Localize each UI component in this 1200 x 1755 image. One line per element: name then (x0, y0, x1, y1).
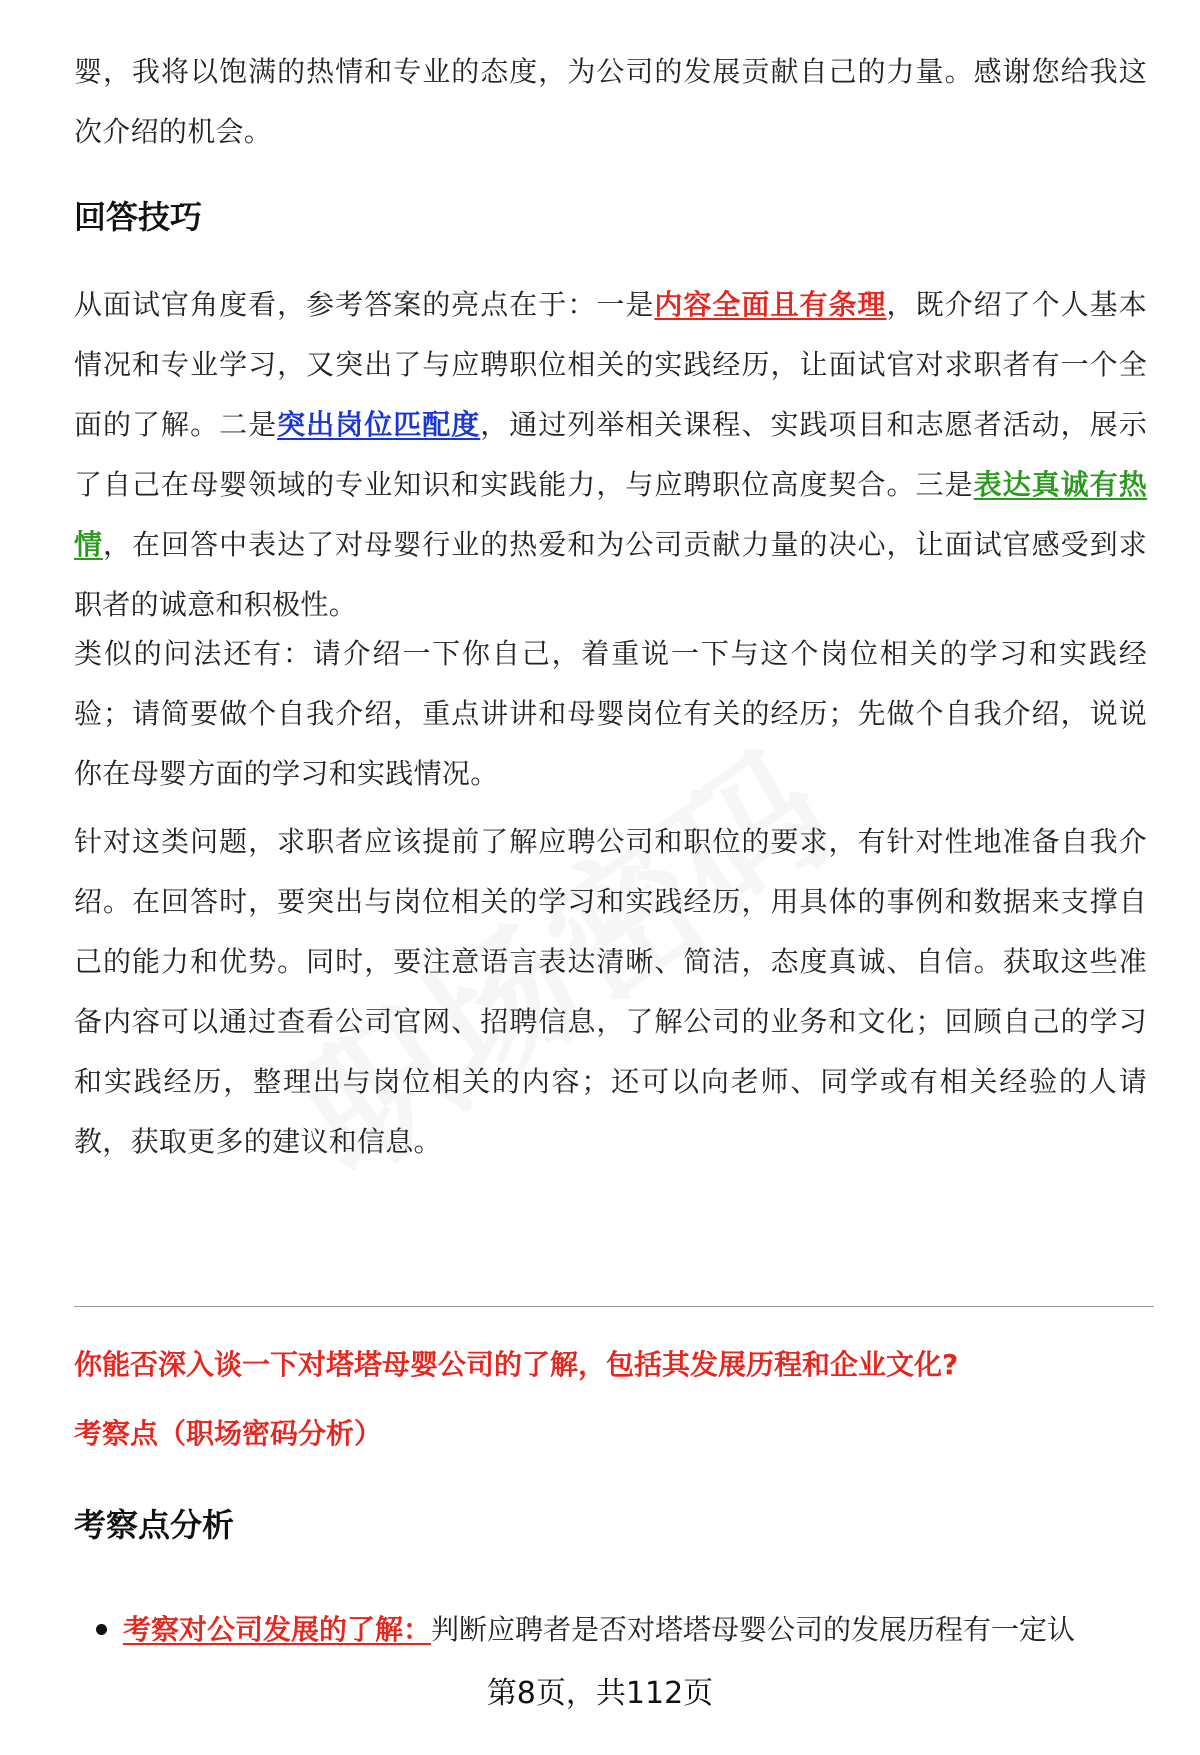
tips-paragraph-2: 类似的问法还有：请介绍一下你自己，着重说一下与这个岗位相关的学习和实践经验；请简要做个自我介绍，重点讲讲和母婴岗位有关的经历；先做个自我介绍，说说你在母婴方面的学习和实践情况。 (74, 637, 1147, 790)
answer-tips-section (74, 187, 1147, 247)
next-question-section (74, 1335, 1147, 1395)
bullet-text: 判断应聘者是否对塔塔母婴公司的发展历程有一定认 (431, 1613, 1076, 1646)
highlight-sincere: 表达真诚有热情 (74, 468, 1147, 561)
tips-p1-seg1: 从面试官角度看，参考答案的亮点在于：一是 (74, 288, 655, 321)
intro-paragraph: 婴，我将以饱满的热情和专业的态度，为公司的发展贡献自己的力量。感谢您给我这次介绍的机会。 (74, 55, 1147, 148)
next-question-subtitle-wrap (74, 1404, 1147, 1464)
preparation-section (74, 812, 1147, 1172)
page-footer: 第8页，共112页 (486, 1676, 714, 1711)
analysis-heading: 考察点分析 (74, 1506, 235, 1544)
tips-paragraph-1 (74, 275, 1147, 635)
bullet-label: 考察对公司发展的了解： (123, 1613, 432, 1646)
intro-section (74, 42, 1147, 162)
tips-paragraph-3: 针对这类问题，求职者应该提前了解应聘公司和职位的要求，有针对性地准备自我介绍。在回答时，要突出与岗位相关的学习和实践经历，用具体的事例和数据来支撑自己的能力和优势。同时，要注意语言表达清晰、简洁，态度真诚、自信。获取这些准备内容可以通过查看公司官网、招聘信息，了解公司的业务和文化；回顾自己的学习和实践经历，整理出与岗位相关的内容；还可以向老师、同学或有相关经验的人请教，获取更多的建议和信息。 (74, 825, 1147, 1158)
next-question-title: 你能否深入谈一下对塔塔母婴公司的了解，包括其发展历程和企业文化? (74, 1348, 959, 1381)
answer-tips-body (74, 275, 1147, 635)
tips-p1-seg2: ，既介绍了个人基本情况和专业学习，又突出了与应聘职位相关的实践经历，让面试官对求职者有一个全面的了解。二是 (74, 288, 1147, 441)
similar-questions-section (74, 624, 1147, 804)
analysis-heading-wrap (74, 1495, 1147, 1555)
tips-p1-seg3: ，通过列举相关课程、实践项目和志愿者活动，展示了自己在母婴领域的专业知识和实践能力，与应聘职位高度契合。三是 (74, 408, 1147, 501)
next-question-subtitle: 考察点（职场密码分析） (74, 1417, 383, 1450)
highlight-comprehensive: 内容全面且有条理 (654, 288, 887, 321)
bullet-dot-icon (96, 1624, 107, 1635)
analysis-bullet-item (96, 1600, 1156, 1660)
section-divider (74, 1306, 1154, 1307)
highlight-job-match: 突出岗位匹配度 (277, 408, 481, 441)
answer-tips-heading: 回答技巧 (74, 198, 203, 236)
tips-p1-seg4: ，在回答中表达了对母婴行业的热爱和为公司贡献力量的决心，让面试官感受到求职者的诚意和积极性。 (74, 528, 1147, 621)
